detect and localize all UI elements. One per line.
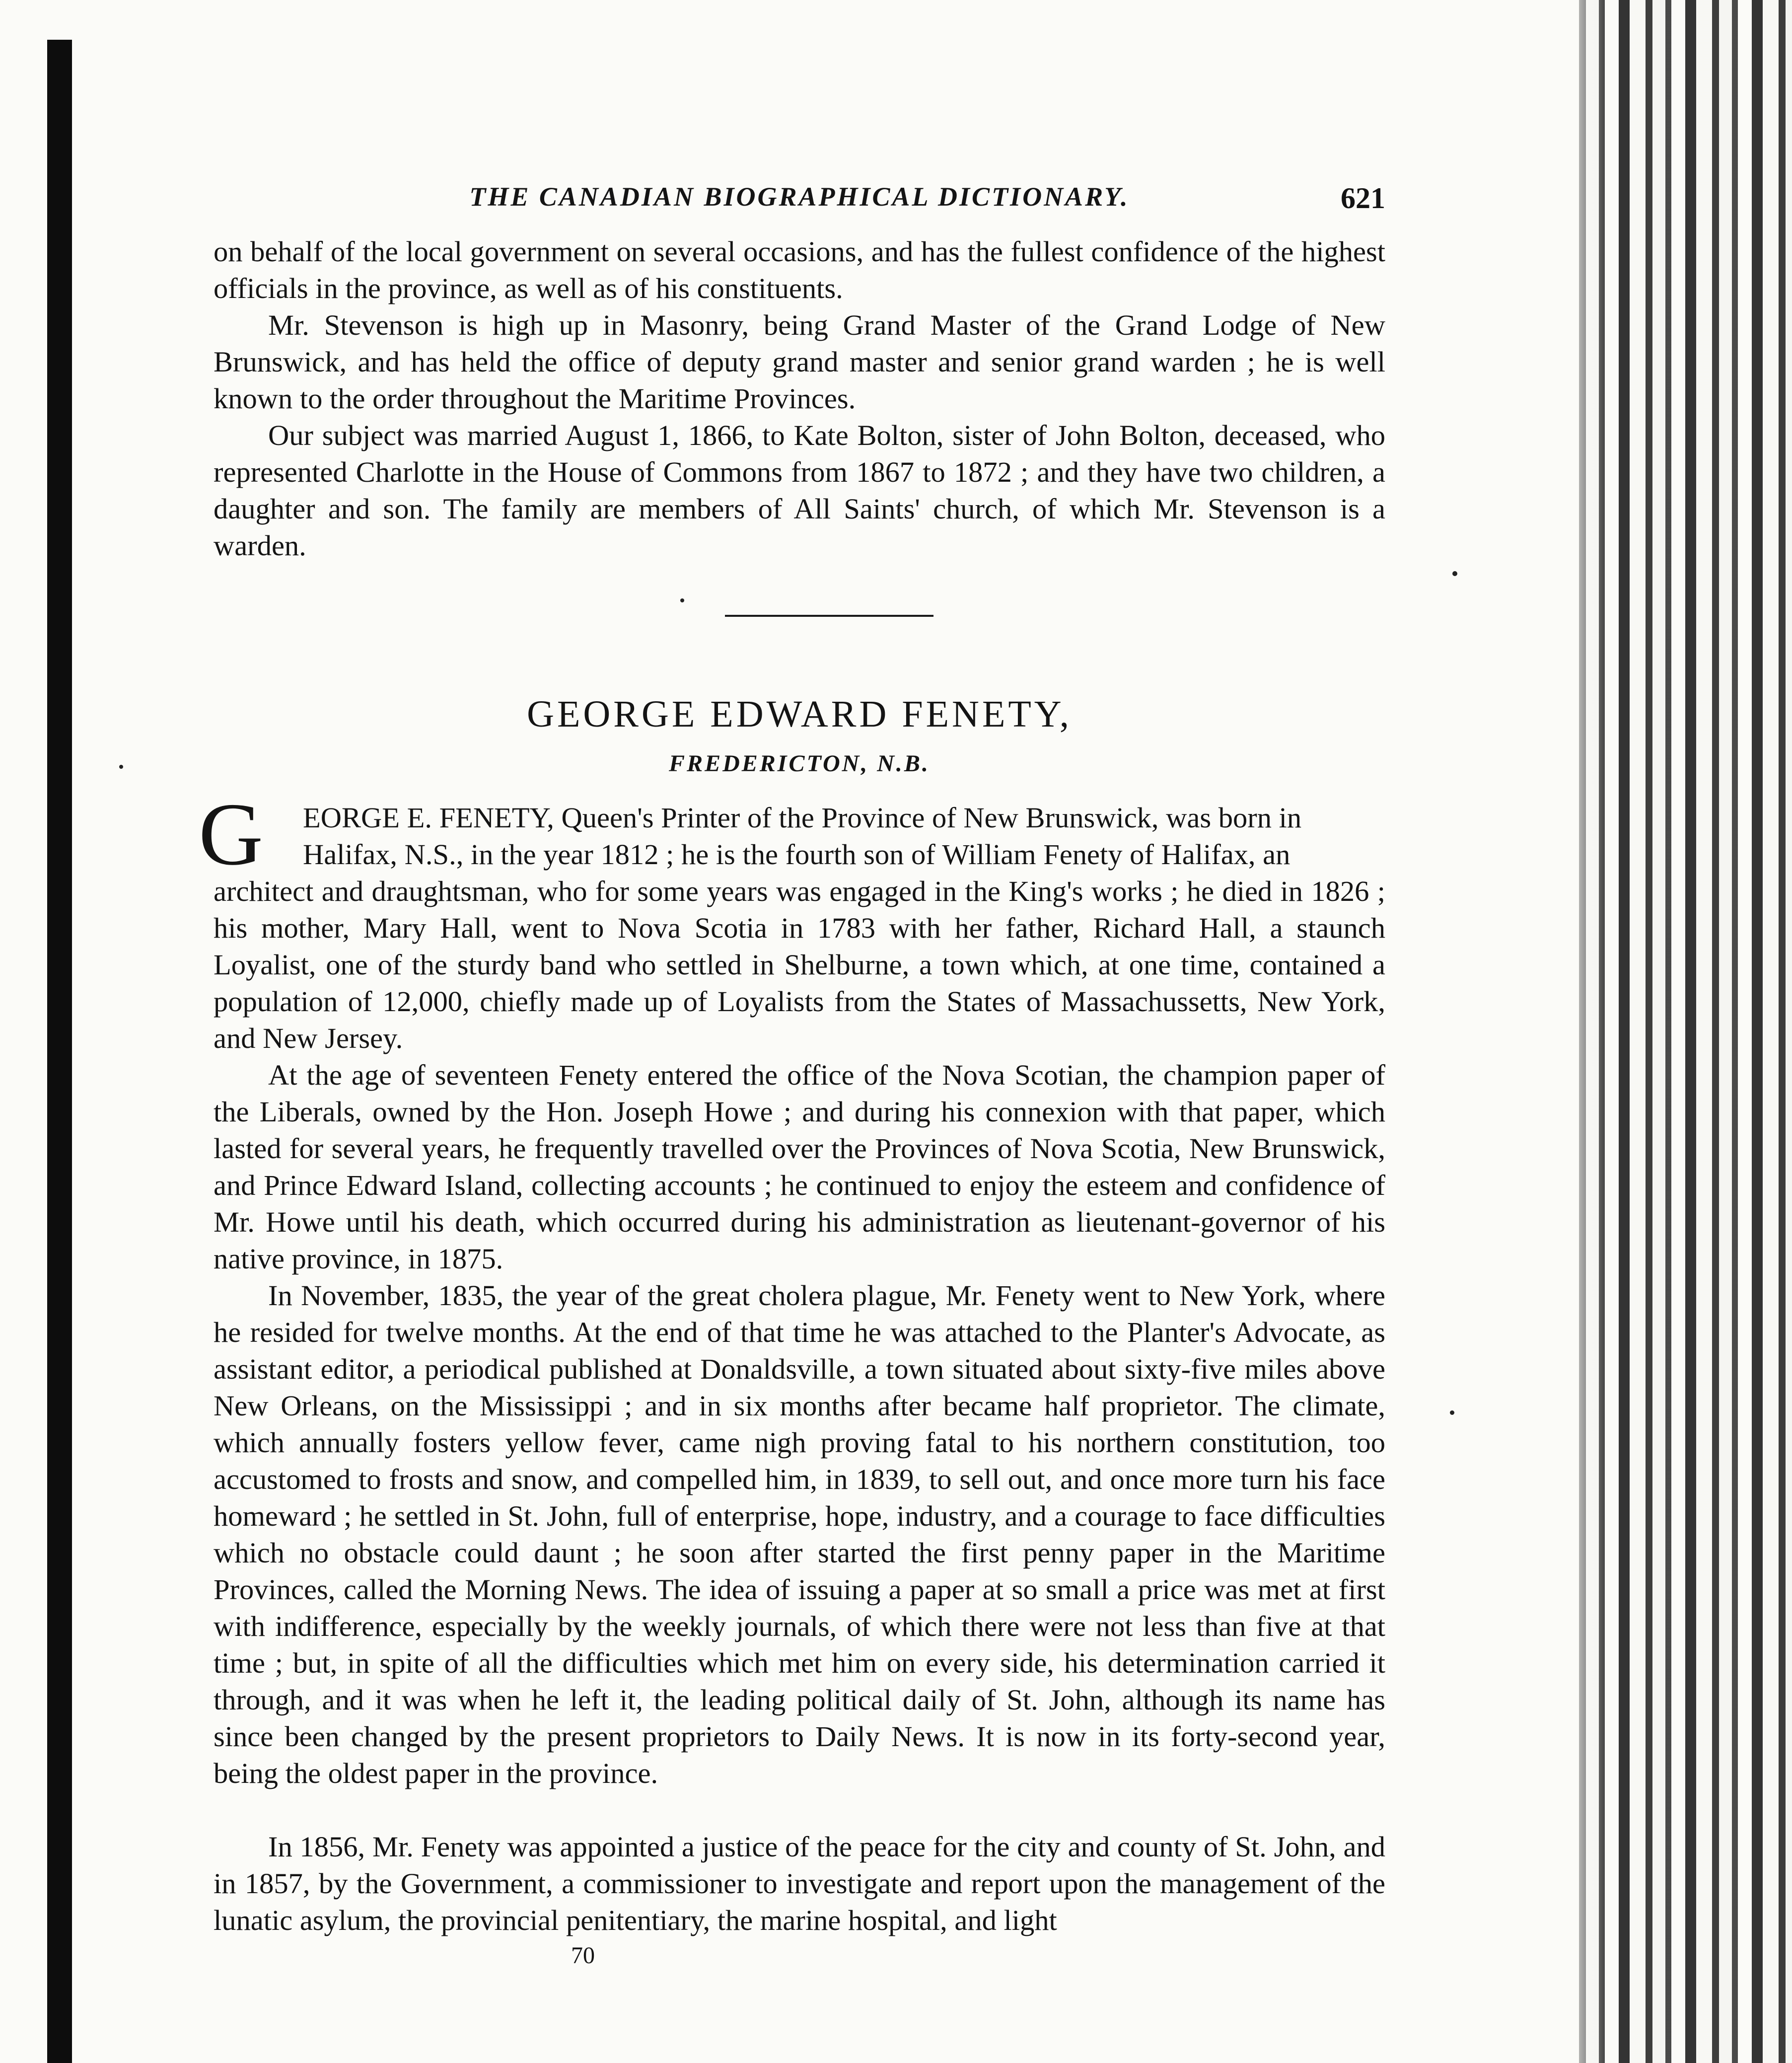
running-title: THE CANADIAN BIOGRAPHICAL DICTIONARY. (469, 182, 1130, 212)
page-number: 621 (1341, 182, 1385, 215)
article-paragraph-2: At the age of seventeen Fenety entered the office of the Nova Scotian, the champion paper of the Liberals, owned by the Hon. Joseph Howe ; and during his connexion with that paper, which lasted for several years, he frequently travelled over the Provinces of Nova Scotia, New Brunswick, and Prince Edward Island, collecting accounts ; he continued to enjoy the esteem and confidence of Mr. Howe until his death, which occurred during his administration as lieutenant-governor of his native province, in 1875. (214, 1059, 1385, 1275)
previous-article-paragraph-3: Our subject was married August 1, 1866, to Kate Bolton, sister of John Bolton, deceased, who represented Charlotte in the House of Commons from 1867 to 1872 ; and they have two children, a daughter and son. The family are members of All Saints' church, of which Mr. Stevenson is a warden. (214, 419, 1385, 562)
scan-speck (1450, 1410, 1454, 1415)
article-title: GEORGE EDWARD FENETY, (527, 693, 1072, 735)
running-head (214, 181, 1385, 221)
scan-speck (119, 765, 123, 769)
article-paragraph-1-continued: architect and draughtsman, who for some years was engaged in the King's works ; he died in 1826 ; his mother, Mary Hall, went to Nova Scotia in 1783 with her father, Richard Hall, a staunch Loyalist, one of the sturdy band who settled in Shelburne, a town which, at one time, contained a population of 12,000, chiefly made up of Loyalists from the States of Massachussetts, New York, and New Jersey. (214, 875, 1385, 1054)
previous-article-paragraph-1: on behalf of the local government on several occasions, and has the fullest confidence of the highest officials in the province, as well as of his constituents. (214, 235, 1385, 304)
scan-page-edge-stripes (1579, 0, 1792, 2063)
scan-binding-shadow (47, 40, 72, 2063)
opening-line-2: Halifax, N.S., in the year 1812 ; he is the fourth son of William Fenety of Halifax, an (303, 838, 1290, 871)
article-paragraph-3: In November, 1835, the year of the great cholera plague, Mr. Fenety went to New York, where he resided for twelve months. At the end of that time he was attached to the Planter's Advocate, as assistant editor, a periodical published at Donaldsville, a town situated about sixty-five miles above New Orleans, on the Mississippi ; and in six months after became half proprietor. The climate, which annually fosters yellow fever, came nigh proving fatal to his northern constitution, too accustomed to frosts and snow, and compelled him, in 1839, to sell out, and once more turn his face homeward ; he settled in St. John, full of enterprise, hope, industry, and a courage to face difficulties which no obstacle could daunt ; he soon after started the first penny paper in the Maritime Provinces, called the Morning News. The idea of issuing a paper at so small a price was met at first with indifference, especially by the weekly journals, of which there were not less than five at that time ; but, in spite of all the difficulties which met him on every side, his determination carried it through, and it was when he left it, the leading political daily of St. John, although its name has since been changed by the present proprietors to Daily News. It is now in its forty-second year, being the oldest paper in the province. (214, 1279, 1385, 1789)
scan-speck (1452, 571, 1457, 576)
scan-speck (680, 598, 684, 602)
opening-line-1: EORGE E. FENETY, Queen's Printer of the Province of New Brunswick, was born in (303, 802, 1302, 834)
drop-cap: G (199, 785, 263, 884)
previous-article-paragraph-2: Mr. Stevenson is high up in Masonry, being Grand Master of the Grand Lodge of New Brunswick, and has held the office of deputy grand master and senior grand warden ; he is well known to the order throughout the Maritime Provinces. (214, 309, 1385, 415)
section-divider (725, 615, 933, 617)
printer-signature-mark: 70 (571, 1942, 595, 1969)
article-paragraph-4: In 1856, Mr. Fenety was appointed a justice of the peace for the city and county of St. John, and in 1857, by the Government, a commissioner to investigate and report upon the management of the lunatic asylum, the provincial penitentiary, the marine hospital, and light (214, 1831, 1385, 1936)
article-location: FREDERICTON, N.B. (669, 750, 930, 777)
scan-page-edge-fade (1564, 0, 1604, 2063)
